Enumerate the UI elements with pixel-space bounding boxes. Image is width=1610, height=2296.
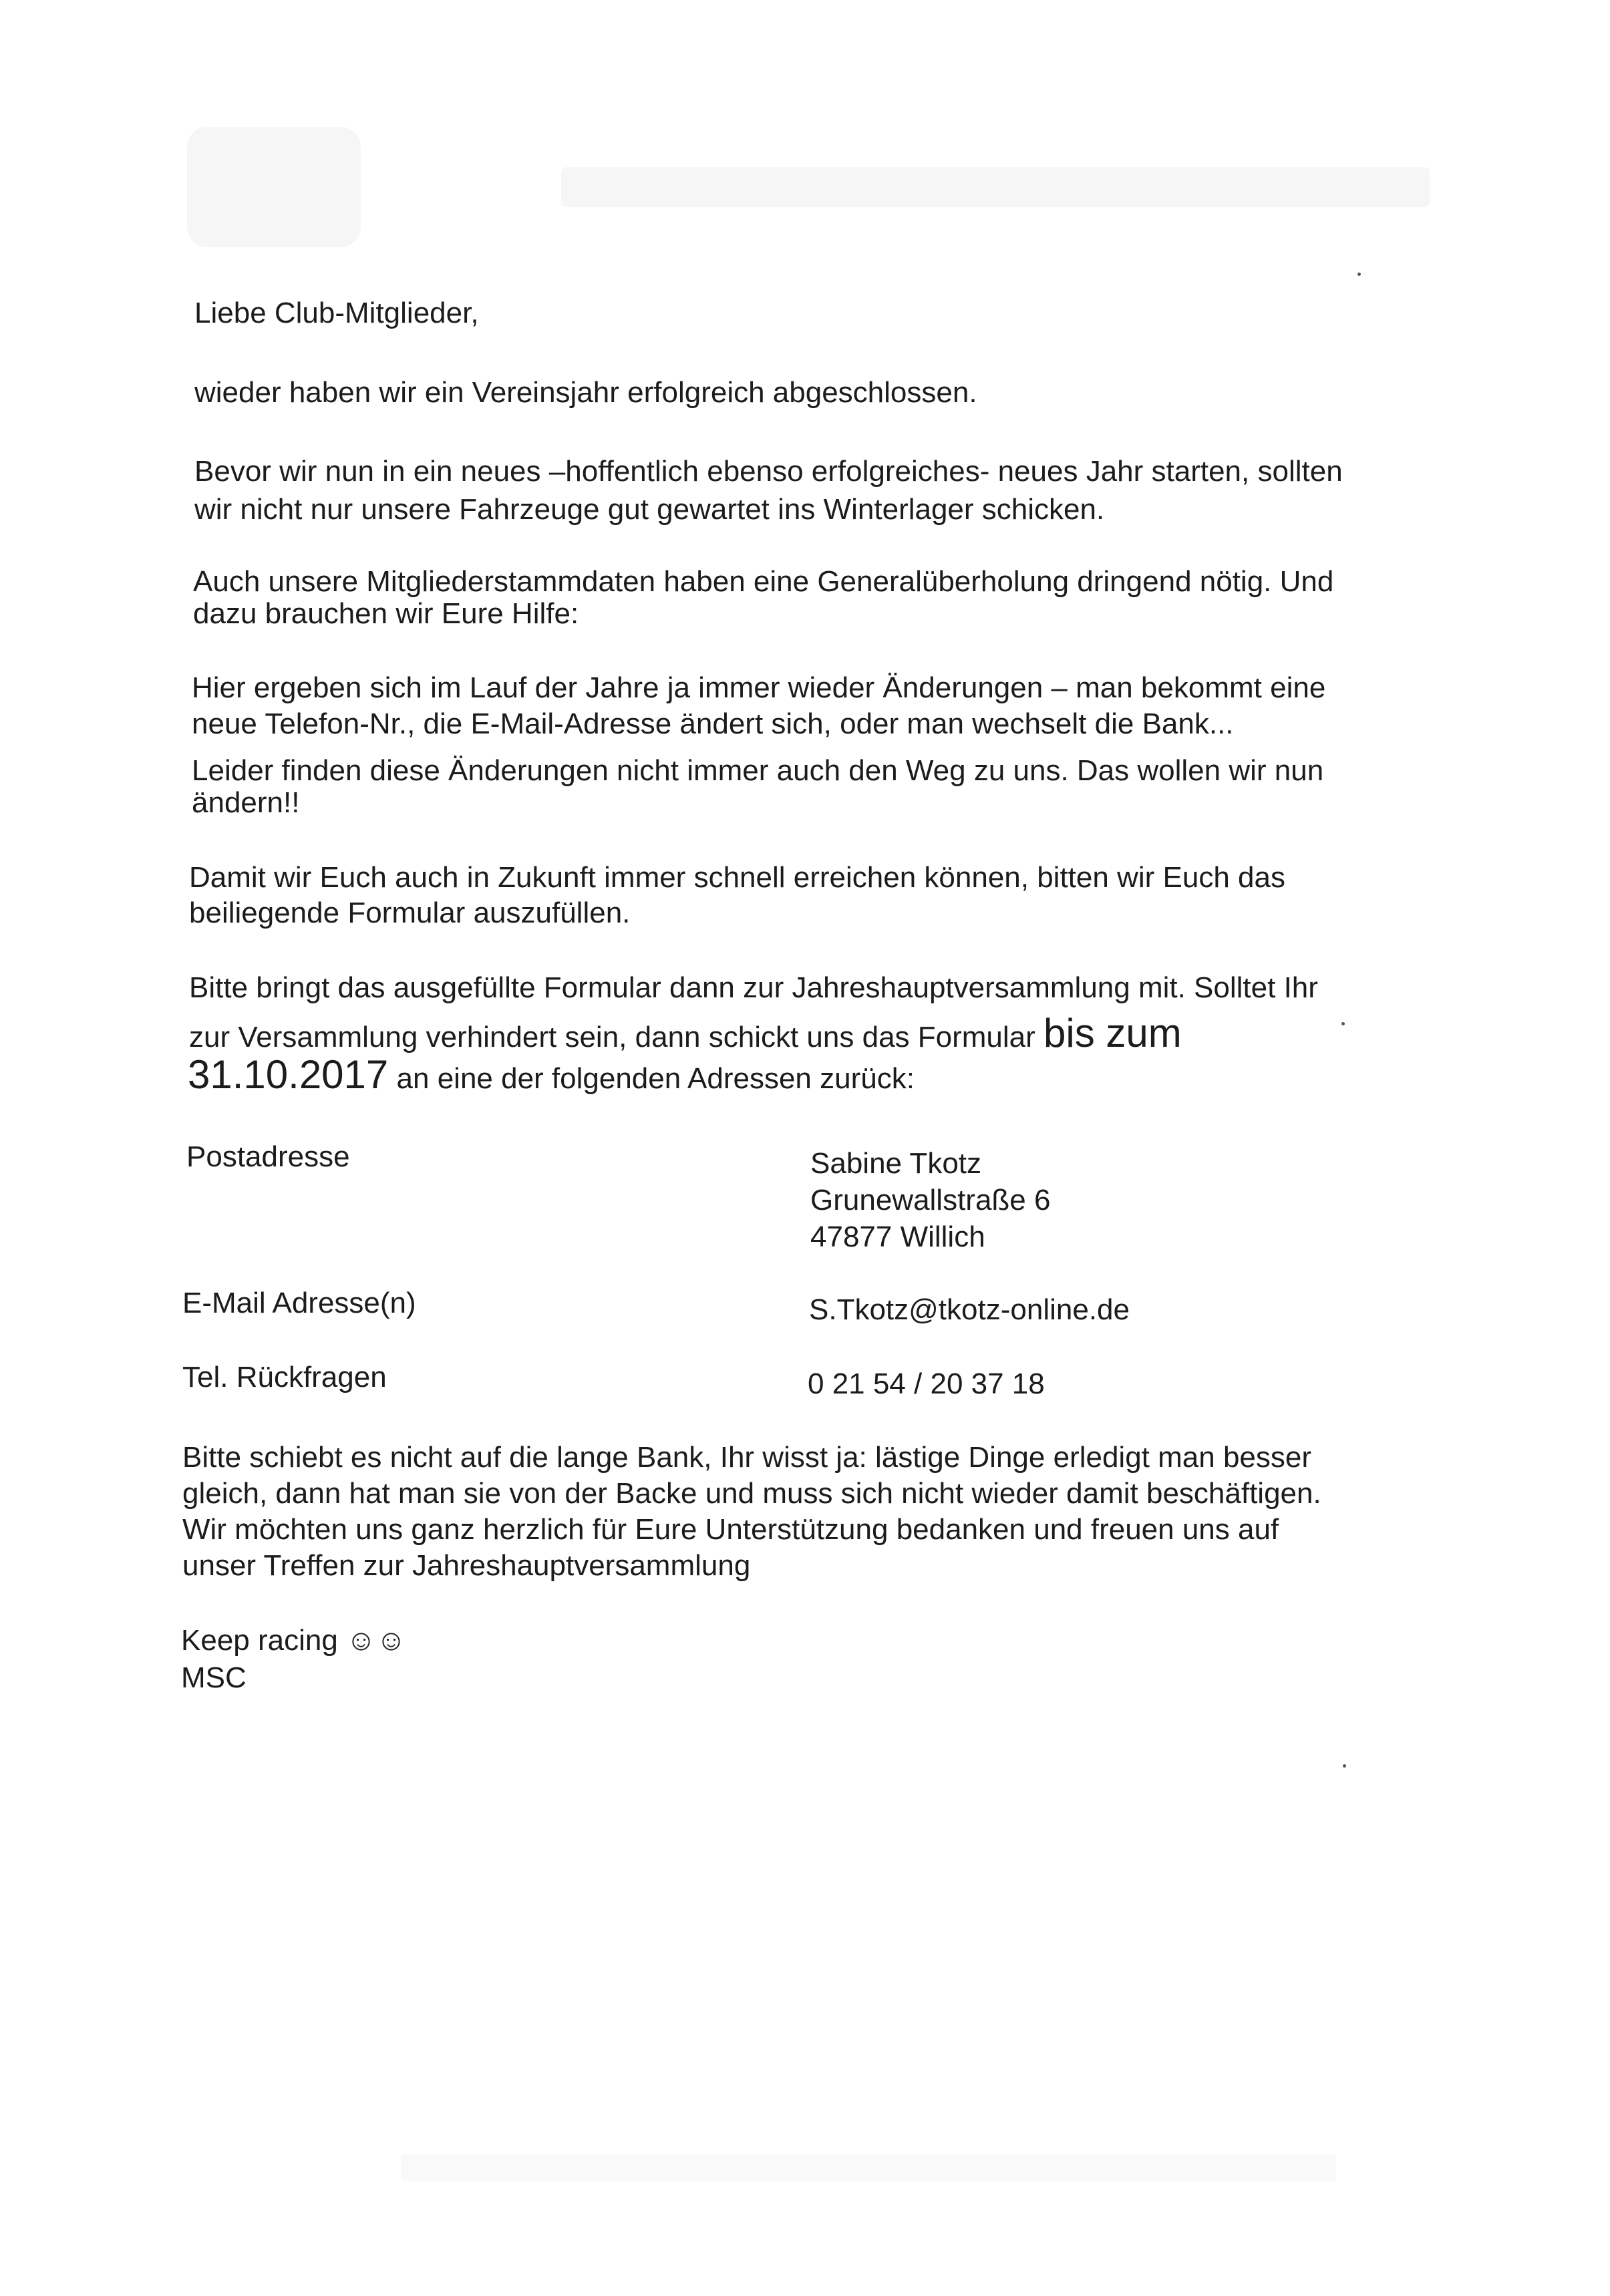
paragraph-3-line-2: dazu brauchen wir Eure Hilfe:	[193, 597, 579, 630]
scan-speck	[1341, 1022, 1345, 1025]
faded-letterhead-text	[561, 167, 1430, 207]
paragraph-1: wieder haben wir ein Vereinsjahr erfolgreich abgeschlossen.	[194, 376, 977, 409]
paragraph-6-line-3	[188, 1052, 915, 1097]
paragraph-4-line-2: neue Telefon-Nr., die E-Mail-Adresse ändert sich, oder man wechselt die Bank...	[192, 707, 1234, 740]
paragraph-5-line-2: beiliegende Formular auszufüllen.	[189, 896, 631, 929]
post-address-city: 47877 Willich	[810, 1220, 985, 1253]
phone-label: Tel. Rückfragen	[182, 1361, 387, 1393]
paragraph-2-line-2: wir nicht nur unsere Fahrzeuge gut gewartet ins Winterlager schicken.	[194, 493, 1105, 526]
faded-footer	[401, 2154, 1336, 2181]
email-value: S.Tkotz@tkotz-online.de	[809, 1293, 1130, 1326]
email-label: E-Mail Adresse(n)	[182, 1287, 416, 1319]
signature: MSC	[181, 1661, 247, 1694]
paragraph-3-line-1: Auch unsere Mitgliederstammdaten haben eine Generalüberholung dringend nötig. Und	[193, 565, 1334, 598]
paragraph-7-line-1: Bitte schiebt es nicht auf die lange Bank, Ihr wisst ja: lästige Dinge erledigt man besser	[182, 1441, 1312, 1474]
paragraph-6-line-2	[189, 1011, 1182, 1055]
paragraph-5-line-1: Damit wir Euch auch in Zukunft immer schnell erreichen können, bitten wir Euch das	[189, 861, 1285, 894]
post-address-street: Grunewallstraße 6	[810, 1184, 1051, 1216]
paragraph-6-line-1: Bitte bringt das ausgefüllte Formular dann zur Jahreshauptversammlung mit. Solltet Ihr	[189, 971, 1318, 1004]
post-address-name: Sabine Tkotz	[810, 1147, 982, 1180]
greeting: Liebe Club-Mitglieder,	[194, 297, 479, 329]
paragraph-7-line-2: gleich, dann hat man sie von der Backe und muss sich nicht wieder damit beschäftigen.	[182, 1477, 1321, 1510]
paragraph-4-line-1: Hier ergeben sich im Lauf der Jahre ja immer wieder Änderungen – man bekommt eine	[192, 671, 1326, 704]
paragraph-7-line-4: unser Treffen zur Jahreshauptversammlung	[182, 1549, 751, 1582]
deadline-date: 31.10.2017	[188, 1052, 389, 1097]
closing: Keep racing ☺☺	[181, 1624, 406, 1657]
paragraph-4-line-4: ändern!!	[192, 786, 300, 819]
paragraph-6-line-2-text: zur Versammlung verhindert sein, dann schickt uns das Formular	[189, 1021, 1035, 1053]
paragraph-6-line-3-text: an eine der folgenden Adressen zurück:	[396, 1062, 915, 1095]
paragraph-7-line-3: Wir möchten uns ganz herzlich für Eure Unterstützung bedanken und freuen uns auf	[182, 1513, 1279, 1546]
post-address-label: Postadresse	[186, 1140, 350, 1173]
faded-letterhead	[187, 127, 1443, 247]
faded-logo-icon	[187, 127, 361, 247]
scan-speck	[1357, 273, 1361, 276]
deadline-emphasis: bis zum	[1043, 1011, 1182, 1055]
paragraph-4-line-3: Leider finden diese Änderungen nicht immer auch den Weg zu uns. Das wollen wir nun	[192, 754, 1324, 787]
phone-value: 0 21 54 / 20 37 18	[808, 1367, 1045, 1400]
paragraph-2-line-1: Bevor wir nun in ein neues –hoffentlich ebenso erfolgreiches- neues Jahr starten, sollten	[194, 455, 1343, 488]
scan-speck	[1343, 1764, 1346, 1768]
